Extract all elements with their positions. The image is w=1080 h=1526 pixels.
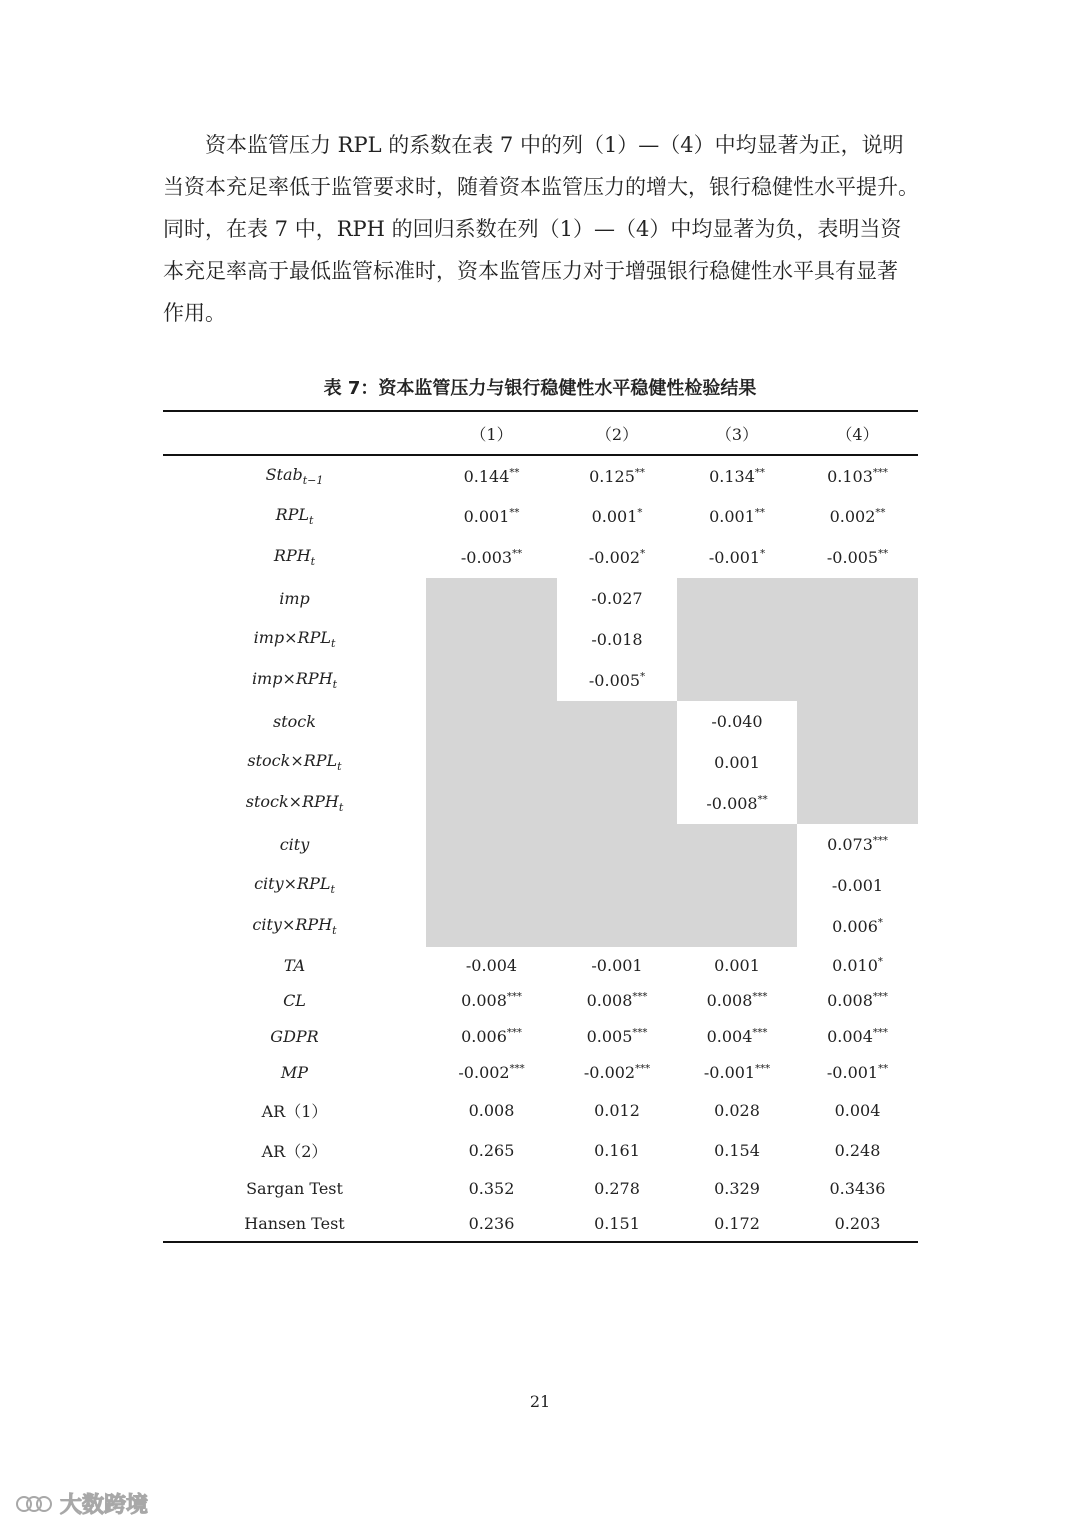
table-row xyxy=(163,578,918,619)
table-cell xyxy=(797,947,918,983)
table-row xyxy=(163,537,918,578)
row-label-text: Sargan Test xyxy=(246,1178,343,1198)
significance-stars: ** xyxy=(754,507,765,519)
shaded-cell xyxy=(557,742,677,783)
table-cell xyxy=(557,1018,677,1054)
shaded-cell xyxy=(797,783,918,824)
column-header: （2） xyxy=(557,411,677,455)
cell-value: 0.329 xyxy=(714,1178,760,1198)
table-cell xyxy=(797,455,918,496)
row-label-text: TA xyxy=(283,955,306,975)
table-cell xyxy=(677,537,797,578)
significance-stars: *** xyxy=(509,1063,525,1075)
row-label-text: MP xyxy=(280,1062,309,1082)
table-row xyxy=(163,496,918,537)
row-label-subscript: t−1 xyxy=(302,474,324,488)
column-header: （1） xyxy=(426,411,557,455)
row-label xyxy=(163,455,426,496)
row-label-text: Hansen Test xyxy=(244,1214,345,1233)
cell-value: -0.004 xyxy=(465,955,518,975)
significance-stars: *** xyxy=(872,1027,888,1039)
row-label-subscript: t xyxy=(330,883,335,897)
row-label-text: stock xyxy=(273,712,316,731)
row-label xyxy=(163,496,426,537)
table-cell xyxy=(797,983,918,1018)
cell-value: 0.265 xyxy=(468,1141,515,1160)
table-cell xyxy=(797,1131,918,1170)
shaded-cell xyxy=(426,783,557,824)
row-label xyxy=(163,1090,426,1131)
table-row xyxy=(163,1090,918,1131)
table-row xyxy=(163,455,918,496)
table-cell xyxy=(426,1090,557,1131)
table-row xyxy=(163,742,918,783)
cell-value: 0.151 xyxy=(594,1214,640,1233)
table-cell xyxy=(677,1170,797,1206)
table-cell xyxy=(426,983,557,1018)
cell-value: 0.008 xyxy=(468,1101,515,1120)
shaded-cell xyxy=(797,660,918,701)
row-label xyxy=(163,660,426,701)
table-cell xyxy=(677,742,797,783)
row-label-text: RPL xyxy=(275,505,309,525)
cell-value: 0.154 xyxy=(714,1141,760,1160)
shaded-cell xyxy=(677,578,797,619)
row-label-text: AR（1） xyxy=(261,1102,328,1121)
table-cell xyxy=(677,701,797,742)
table-cell xyxy=(557,1131,677,1170)
cell-value: 0.001 xyxy=(591,507,638,526)
table-cell xyxy=(797,1018,918,1054)
row-label-text: city×RPH xyxy=(252,915,333,935)
paragraph-line: 同时，在表 7 中，RPH 的回归系数在列（1）—（4）中均显著为负，表明当资 xyxy=(163,217,902,241)
row-label-text: imp xyxy=(279,589,310,608)
cell-value: -0.001 xyxy=(591,955,643,975)
significance-stars: *** xyxy=(755,1063,771,1075)
row-label xyxy=(163,701,426,742)
cell-value: 0.010 xyxy=(832,955,878,975)
table-row xyxy=(163,660,918,701)
table-cell xyxy=(797,1206,918,1242)
table-cell xyxy=(557,983,677,1018)
significance-stars: *** xyxy=(872,991,888,1003)
row-label xyxy=(163,578,426,619)
cell-value: 0.001 xyxy=(714,753,760,772)
table-cell xyxy=(557,496,677,537)
table-cell xyxy=(677,1018,797,1054)
significance-stars: ** xyxy=(757,794,768,806)
table-row xyxy=(163,824,918,865)
header-blank xyxy=(163,411,426,455)
significance-stars: ** xyxy=(875,507,886,519)
significance-stars: * xyxy=(637,507,643,519)
table-cell xyxy=(677,783,797,824)
cell-value: 0.006 xyxy=(461,1026,507,1046)
paragraph-line: 作用。 xyxy=(163,301,226,325)
shaded-cell xyxy=(426,578,557,619)
cell-value: 0.144 xyxy=(463,466,510,486)
row-label xyxy=(163,983,426,1018)
row-label xyxy=(163,1018,426,1054)
table-cell xyxy=(797,1054,918,1090)
row-label-subscript: t xyxy=(309,514,314,528)
shaded-cell xyxy=(426,619,557,660)
row-label-text: city×RPL xyxy=(254,874,331,894)
cell-value: 0.352 xyxy=(468,1178,515,1198)
row-label-text: AR（2） xyxy=(261,1142,328,1161)
table-cell xyxy=(677,947,797,983)
table-cell xyxy=(426,496,557,537)
cell-value: 0.073 xyxy=(827,835,873,854)
page-number: 21 xyxy=(529,1392,551,1411)
shaded-cell xyxy=(677,660,797,701)
table-cell xyxy=(557,578,677,619)
cell-value: -0.002 xyxy=(458,1062,510,1082)
row-label xyxy=(163,537,426,578)
cell-value: 0.161 xyxy=(594,1141,640,1160)
shaded-cell xyxy=(557,824,677,865)
cell-value: -0.001 xyxy=(826,1062,879,1082)
table-cell xyxy=(557,1054,677,1090)
table-cell xyxy=(426,1054,557,1090)
table-cell xyxy=(557,947,677,983)
row-label-text: city xyxy=(279,835,310,854)
table-cell xyxy=(677,1206,797,1242)
row-label xyxy=(163,619,426,660)
shaded-cell xyxy=(426,824,557,865)
table-caption: 表 7：资本监管压力与银行稳健性水平稳健性检验结果 xyxy=(323,378,757,399)
table-row xyxy=(163,906,918,947)
cell-value: 0.004 xyxy=(827,1026,873,1046)
row-label-subscript: t xyxy=(338,801,344,815)
cell-value: -0.027 xyxy=(591,589,643,608)
shaded-cell xyxy=(557,906,677,947)
cell-value: 0.172 xyxy=(714,1214,760,1233)
shaded-cell xyxy=(797,742,918,783)
table-cell xyxy=(677,455,797,496)
table-cell xyxy=(557,455,677,496)
significance-stars: ** xyxy=(878,1063,889,1075)
cell-value: -0.018 xyxy=(591,630,643,649)
regression-table xyxy=(163,410,918,1243)
table-cell xyxy=(557,1090,677,1131)
cell-value: 0.3436 xyxy=(829,1178,886,1198)
table-cell xyxy=(677,983,797,1018)
table-cell xyxy=(557,537,677,578)
table-cell xyxy=(426,455,557,496)
cell-value: 0.001 xyxy=(463,507,510,526)
cell-value: 0.278 xyxy=(594,1178,640,1198)
table-row xyxy=(163,1054,918,1090)
significance-stars: *** xyxy=(635,1063,651,1075)
cell-value: -0.001 xyxy=(708,548,761,567)
cell-value: -0.008 xyxy=(706,794,758,813)
watermark-logo-icon xyxy=(14,1493,54,1515)
cell-value: 0.203 xyxy=(834,1214,881,1233)
row-label-text: Stab xyxy=(265,464,303,484)
significance-stars: ** xyxy=(878,548,889,560)
cell-value: 0.236 xyxy=(468,1214,515,1233)
shaded-cell xyxy=(677,824,797,865)
column-header: （3） xyxy=(677,411,797,455)
table-header-row xyxy=(163,411,918,455)
row-label-text: imp×RPL xyxy=(253,628,331,648)
significance-stars: * xyxy=(760,548,766,560)
shaded-cell xyxy=(426,660,557,701)
table-cell xyxy=(677,1054,797,1090)
table-cell xyxy=(557,660,677,701)
row-label xyxy=(163,1054,426,1090)
row-label xyxy=(163,1206,426,1242)
table-row xyxy=(163,865,918,906)
cell-value: 0.008 xyxy=(586,991,633,1010)
table-row xyxy=(163,619,918,660)
table-cell xyxy=(677,1090,797,1131)
table-cell xyxy=(797,537,918,578)
table-cell xyxy=(426,1206,557,1242)
cell-value: 0.004 xyxy=(834,1101,881,1120)
table-cell xyxy=(426,1131,557,1170)
significance-stars: * xyxy=(877,956,883,968)
table-body xyxy=(163,455,918,1242)
table-cell xyxy=(557,1170,677,1206)
table-row xyxy=(163,1131,918,1170)
significance-stars: ** xyxy=(512,548,523,560)
cell-value: 0.001 xyxy=(714,955,760,975)
shaded-cell xyxy=(677,865,797,906)
row-label xyxy=(163,947,426,983)
cell-value: 0.028 xyxy=(714,1101,760,1120)
cell-value: -0.002 xyxy=(583,1062,636,1082)
cell-value: 0.008 xyxy=(706,991,753,1010)
significance-stars: ** xyxy=(634,467,645,479)
cell-value: -0.040 xyxy=(711,712,763,731)
cell-value: -0.005 xyxy=(588,671,641,690)
cell-value: 0.001 xyxy=(709,507,755,526)
table-cell xyxy=(797,865,918,906)
table-row xyxy=(163,783,918,824)
paragraph-line: 当资本充足率低于监管要求时，随着资本监管压力的增大，银行稳健性水平提升。 xyxy=(163,175,919,199)
row-label-text: RPH xyxy=(273,546,311,566)
significance-stars: * xyxy=(640,671,646,683)
shaded-cell xyxy=(426,742,557,783)
table-row xyxy=(163,1170,918,1206)
shaded-cell xyxy=(797,619,918,660)
row-label xyxy=(163,1131,426,1170)
table-cell xyxy=(426,1018,557,1054)
body-paragraph xyxy=(163,124,919,334)
table-cell xyxy=(677,1131,797,1170)
table-row xyxy=(163,1206,918,1242)
significance-stars: *** xyxy=(752,991,768,1003)
row-label xyxy=(163,783,426,824)
significance-stars: *** xyxy=(632,1027,648,1039)
watermark-text: 大数跨境 xyxy=(60,1493,149,1518)
table-cell xyxy=(797,906,918,947)
row-label-text: imp×RPH xyxy=(251,669,333,689)
row-label xyxy=(163,1170,426,1206)
table-cell xyxy=(677,496,797,537)
row-label xyxy=(163,824,426,865)
cell-value: -0.001 xyxy=(831,876,884,895)
paragraph-line: 本充足率高于最低监管标准时，资本监管压力对于增强银行稳健性水平具有显著 xyxy=(163,259,898,283)
shaded-cell xyxy=(677,906,797,947)
row-label-text: stock×RPL xyxy=(247,751,338,771)
table-cell xyxy=(557,619,677,660)
significance-stars: ** xyxy=(509,507,520,519)
table-cell xyxy=(426,1170,557,1206)
table-cell xyxy=(797,1090,918,1131)
row-label xyxy=(163,865,426,906)
shaded-cell xyxy=(557,865,677,906)
table-row xyxy=(163,1018,918,1054)
paragraph-line: 资本监管压力 RPL 的系数在表 7 中的列（1）—（4）中均显著为正，说明 xyxy=(163,133,904,157)
cell-value: 0.248 xyxy=(834,1141,881,1160)
significance-stars: *** xyxy=(506,991,522,1003)
significance-stars: *** xyxy=(752,1027,768,1039)
row-label xyxy=(163,742,426,783)
row-label-subscript: t xyxy=(337,760,342,774)
significance-stars: *** xyxy=(632,991,648,1003)
significance-stars: *** xyxy=(506,1027,522,1039)
table-cell xyxy=(797,1170,918,1206)
cell-value: 0.125 xyxy=(589,466,635,486)
shaded-cell xyxy=(677,619,797,660)
watermark xyxy=(14,1488,148,1519)
significance-stars: *** xyxy=(872,467,888,479)
shaded-cell xyxy=(797,701,918,742)
row-label-text: CL xyxy=(283,991,306,1010)
shaded-cell xyxy=(426,865,557,906)
significance-stars: * xyxy=(640,548,646,560)
significance-stars: * xyxy=(877,917,883,929)
significance-stars: ** xyxy=(754,467,765,479)
table-row xyxy=(163,983,918,1018)
table-cell xyxy=(797,824,918,865)
cell-value: -0.001 xyxy=(703,1062,756,1082)
shaded-cell xyxy=(557,783,677,824)
table-cell xyxy=(426,947,557,983)
cell-value: 0.134 xyxy=(709,466,755,486)
cell-value: 0.004 xyxy=(706,1026,753,1046)
cell-value: -0.002 xyxy=(588,548,641,567)
table-row xyxy=(163,947,918,983)
cell-value: 0.012 xyxy=(594,1101,640,1120)
significance-stars: *** xyxy=(872,835,888,847)
row-label-subscript: t xyxy=(332,924,337,938)
table-cell xyxy=(557,1206,677,1242)
shaded-cell xyxy=(426,701,557,742)
table-cell xyxy=(797,496,918,537)
significance-stars: ** xyxy=(509,467,520,479)
shaded-cell xyxy=(797,578,918,619)
column-header: （4） xyxy=(797,411,918,455)
shaded-cell xyxy=(426,906,557,947)
cell-value: 0.006 xyxy=(832,917,878,936)
shaded-cell xyxy=(557,701,677,742)
cell-value: -0.005 xyxy=(826,548,879,567)
table-row xyxy=(163,701,918,742)
cell-value: 0.103 xyxy=(827,466,873,486)
cell-value: 0.008 xyxy=(461,991,507,1010)
cell-value: 0.008 xyxy=(827,991,873,1010)
cell-value: 0.002 xyxy=(829,507,876,526)
row-label-subscript: t xyxy=(330,637,336,651)
row-label-subscript: t xyxy=(332,678,338,692)
cell-value: -0.003 xyxy=(460,548,513,567)
cell-value: 0.005 xyxy=(586,1026,633,1046)
table-cell xyxy=(426,537,557,578)
row-label-text: GDPR xyxy=(270,1026,319,1046)
row-label xyxy=(163,906,426,947)
row-label-subscript: t xyxy=(310,555,316,569)
row-label-text: stock×RPH xyxy=(245,792,339,812)
